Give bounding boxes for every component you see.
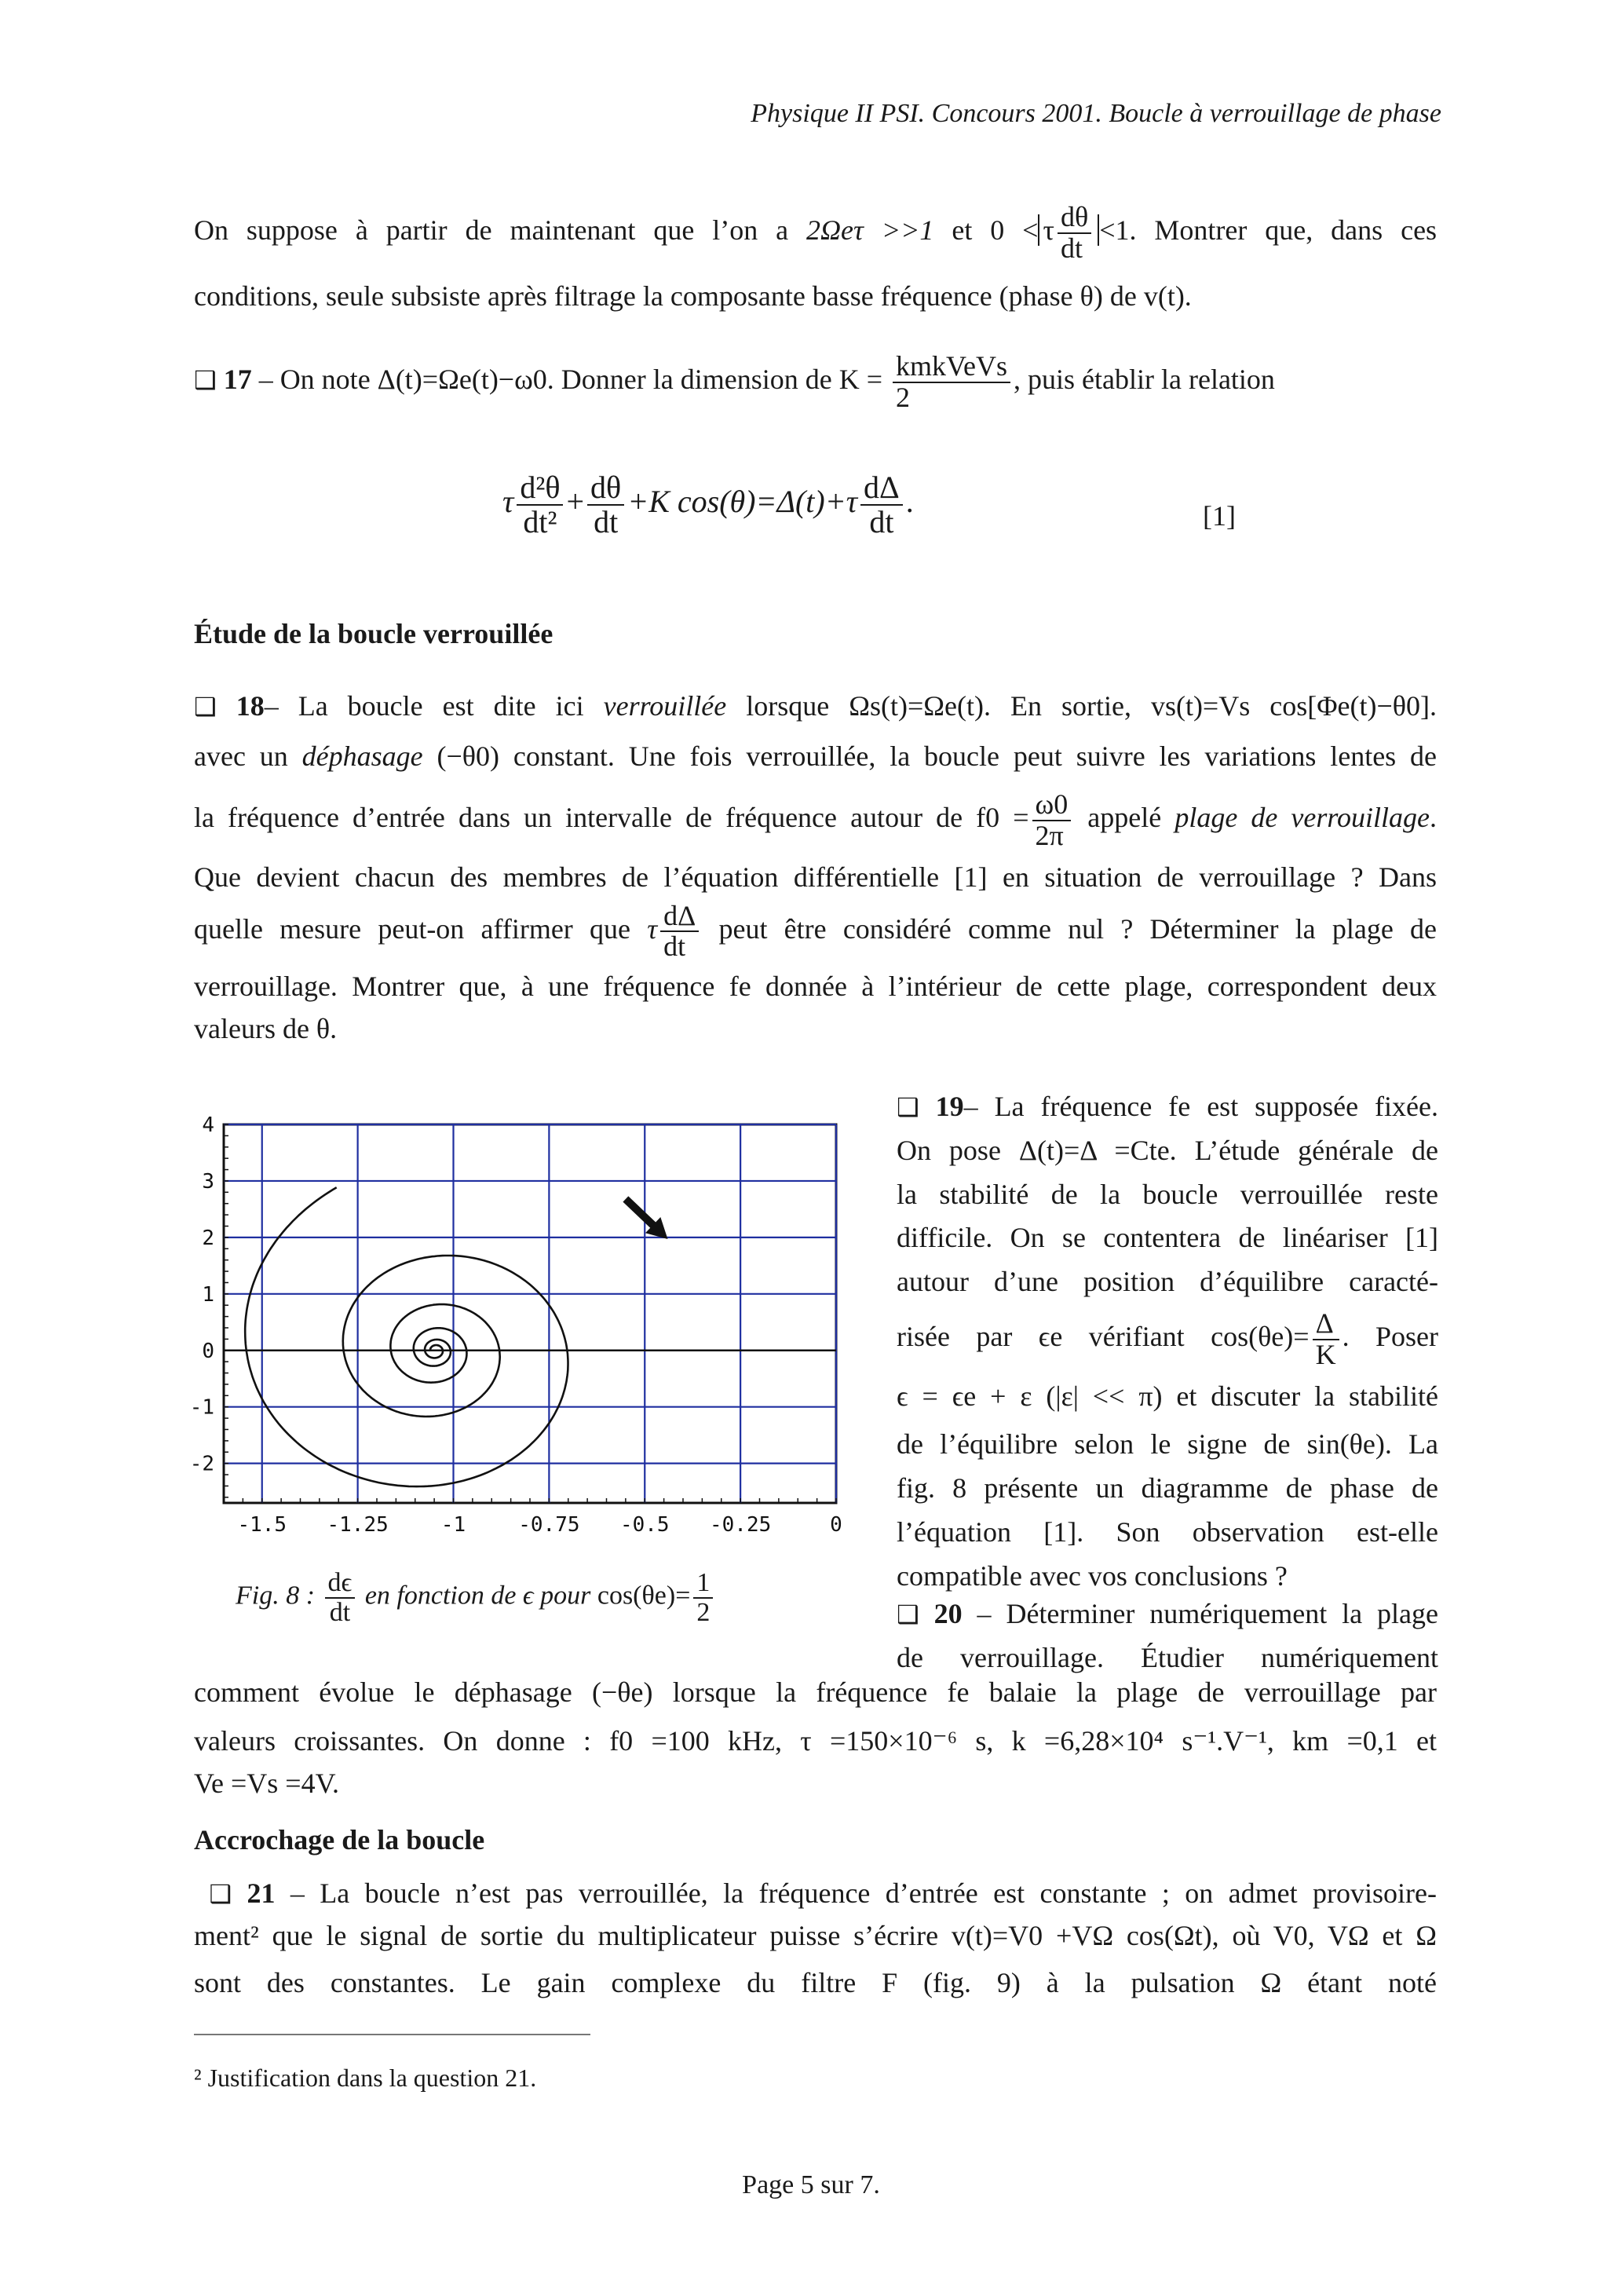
question-number: 19: [935, 1091, 964, 1122]
footnote: ² Justification dans la question 21.: [194, 2064, 537, 2092]
checkbox-icon: ❑: [194, 692, 217, 722]
question-number: 18: [236, 690, 265, 722]
q19-fraction-delta-k: $\frac{\Delta}{K}$: [1313, 1309, 1339, 1370]
y-tick-label: 4: [202, 1113, 214, 1137]
question-20-continued: comment évolue le déphasage (−θe) lorsque la fréquence fe balaie la plage de verrouillage par valeurs croissantes. On donne : f0 =100 kHz, τ =150×10⁻⁶ s, k =6,28×10⁴ s⁻¹.V⁻¹, km =0,1 et Ve =Vs =4V.: [194, 1676, 1437, 1799]
question-18: ❑ 18– La boucle est dite ici verrouillée lorsque Ωs(t)=Ωe(t). En sortie, vs(t)=Vs cos[Φe(t)−θ0]. avec un déphasage (−θ0) constant. Une fois verrouillée, la boucle peut suivre les variations lentes de la fréquence d’entrée dans un intervalle de fréquence autour de f0 = $\frac{\omega 0}{2\pi}$ appelé plage de verrouillage. Que devient chacun des membres de l’équation différentielle [1] en situation de verrouillage ? Dans quelle mesure peut-on affirmer que τ $\frac{d\Delta}{dt}$ peut être considéré comme nul ? Déterminer la plage de verrouillage. Montrer que, à une fréquence fe donnée à l’intérieur de cette plage, correspondent deux valeurs de θ.: [194, 690, 1438, 1045]
caption-fraction-depsilon: $\frac{d\epsilon}{dt}$: [325, 1569, 356, 1626]
question-number: 17: [223, 364, 252, 396]
x-tick-label: 0: [830, 1513, 842, 1537]
x-tick-label: -1: [440, 1513, 466, 1537]
footnote-separator: [194, 2034, 590, 2035]
q17-fraction-k: $\frac{\text{kmkVeVs}}{2}$: [893, 352, 1010, 413]
checkbox-icon: ❑: [897, 1092, 919, 1122]
q18-fraction-ddelta: $\frac{d\Delta}{dt}$: [660, 901, 699, 963]
equation-number: [1]: [1203, 500, 1236, 532]
figure-8-caption: Fig. 8 : $\frac{d\epsilon}{dt}$ en fonction de ϵ pour cos(θe)= $\frac{1}{2}$: [236, 1569, 716, 1626]
y-tick-label: 1: [202, 1282, 214, 1307]
intro-paragraph: [194, 203, 1437, 317]
question-20-start: ❑ 20 – Déterminer numériquement la plage de verrouillage. Étudier numériquement: [897, 1598, 1438, 1673]
intro-line-1: On suppose à partir de maintenant que l’on a 2Ωeτ >>1 et 0 < τ $\frac{d\theta}{dt}$ <1. Montrer que, dans ces: [194, 201, 1438, 264]
x-tick-label: -0.75: [518, 1513, 580, 1537]
caption-fraction-half: $\frac{1}{2}$: [693, 1569, 713, 1626]
x-tick-labels: [237, 1513, 842, 1537]
section-heading-boucle-verrouillee: Étude de la boucle verrouillée: [194, 618, 553, 649]
phase-diagram-figure-8: [189, 1113, 852, 1538]
eq-fraction-d2theta: $\frac{\text{d²θ}}{\text{dt²}}$: [517, 471, 563, 539]
eq-fraction-ddelta: $\frac{d\Delta}{dt}$: [860, 471, 903, 539]
y-tick-label: 2: [202, 1226, 214, 1250]
x-tick-label: -1.25: [327, 1513, 389, 1537]
checkbox-icon: ❑: [194, 365, 217, 396]
question-number: 21: [247, 1877, 276, 1909]
intro-line-2: conditions, seule subsiste après filtrage la composante basse fréquence (phase θ) de v(t).: [194, 280, 1192, 312]
y-tick-labels: [190, 1113, 214, 1476]
eq-fraction-dtheta: $\frac{d\theta}{dt}$: [587, 471, 624, 539]
x-tick-label: -0.5: [619, 1513, 670, 1537]
y-tick-label: -1: [189, 1395, 214, 1420]
y-tick-label: 3: [202, 1169, 214, 1194]
question-19: ❑ 19– La fréquence fe est supposée fixée. On pose Δ(t)=Δ =Cte. L’étude générale de la stabilité de la boucle verrouillée reste difficile. On se contentera de linéariser [1] autour d’une position d’équilibre caracté- risée par ϵe vérifiant cos(θe)= $\frac{\Delta}{K}$ . Poser ϵ = ϵe + ε (|ε| << π) et discuter la stabilité de l’équilibre selon le signe de sin(θe). La fig. 8 présente un diagramme de phase de l’équation [1]. Son observation est-elle compatible avec vos conclusions ?: [897, 1091, 1439, 1592]
y-tick-label: -2: [189, 1452, 214, 1476]
y-tick-label: 0: [202, 1339, 214, 1363]
page-footer: Page 5 sur 7.: [742, 2170, 880, 2199]
section-heading-accrochage: Accrochage de la boucle: [194, 1824, 485, 1855]
x-tick-label: -1.5: [237, 1513, 287, 1537]
question-17: ❑ 17 – On note Δ(t)=Ωe(t)−ω0. Donner la dimension de K = $\frac{\text{kmkVeVs}}{2}$ , puis établir la relation: [194, 350, 1275, 413]
q18-fraction-f0: $\frac{\omega 0}{2\pi}$: [1032, 790, 1072, 851]
intro-fraction: $\frac{d\theta}{dt}$: [1058, 203, 1091, 264]
checkbox-icon: ❑: [209, 1879, 232, 1909]
question-21: ❑ 21 – La boucle n’est pas verrouillée, la fréquence d’entrée est constante ; on admet provisoire- ment² que le signal de sortie du multiplicateur puisse s’écrire v(t)=V0 +VΩ cos(Ωt), où V0, VΩ et Ω sont des constantes. Le gain complexe du filtre F (fig. 9) à la pulsation Ω étant noté: [194, 1877, 1437, 1998]
question-number: 20: [933, 1598, 963, 1629]
equation-1: τ $\frac{\text{d²θ}}{\text{dt²}}$ + $\frac{d\theta}{dt}$ +K cos(θ)=Δ(t)+τ $\frac{d\Delta}{dt}$ .: [502, 470, 914, 539]
checkbox-icon: ❑: [897, 1600, 919, 1629]
x-tick-label: -0.25: [709, 1513, 772, 1537]
running-header: Physique II PSI. Concours 2001. Boucle à verrouillage de phase: [751, 99, 1441, 128]
